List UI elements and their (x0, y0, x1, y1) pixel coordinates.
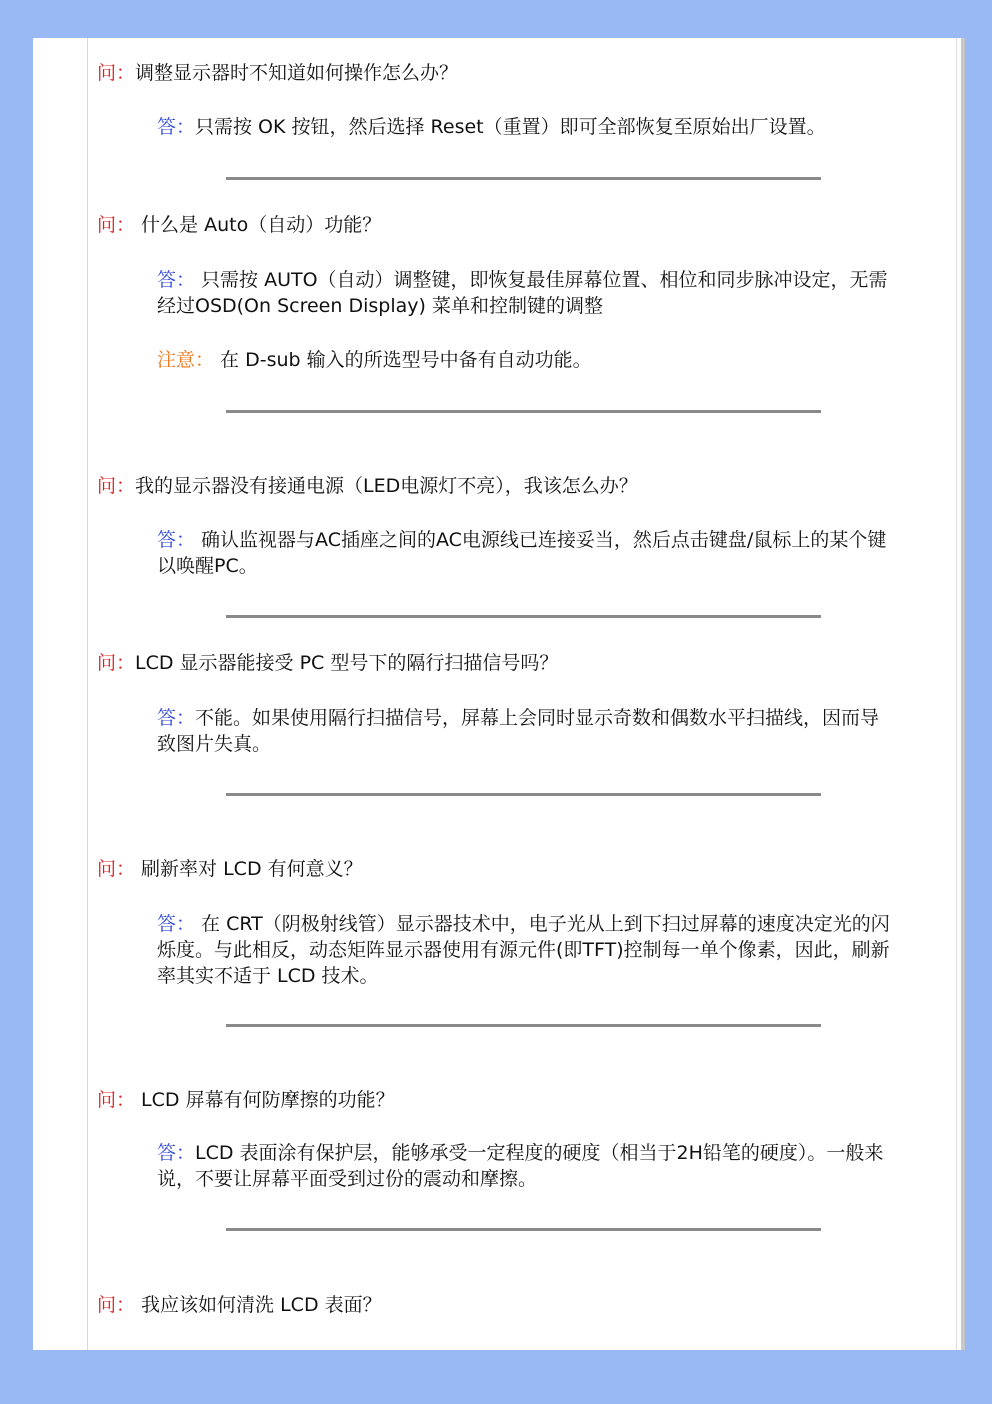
separator-line (226, 615, 821, 618)
faq-question-6 (97, 1087, 395, 1113)
faq-question-4 (97, 650, 558, 676)
answer-text: 只需按 OK 按钮，然后选择 Reset（重置）即可全部恢复至原始出厂设置。 (195, 116, 826, 138)
answer-text: 不能。如果使用隔行扫描信号，屏幕上会同时显示奇数和偶数水平扫描线，因而导致图片失真。 (157, 707, 880, 755)
answer-label: 答： (157, 913, 196, 935)
separator-line (226, 410, 821, 413)
faq-question-1 (97, 60, 458, 86)
question-label: 问： (97, 62, 136, 84)
separator-line (226, 793, 821, 796)
note-label: 注意： (157, 349, 215, 371)
question-label: 问： (97, 214, 136, 236)
answer-label: 答： (157, 269, 196, 291)
faq-answer-4 (157, 705, 897, 757)
answer-label: 答： (157, 1142, 196, 1164)
answer-label: 答： (157, 707, 196, 729)
question-label: 问： (97, 858, 136, 880)
question-text: 我应该如何清洗 LCD 表面？ (135, 1294, 382, 1316)
question-label: 问： (97, 1294, 136, 1316)
faq-answer-5 (157, 911, 897, 989)
question-text: 刷新率对 LCD 有何意义？ (135, 858, 363, 880)
question-label: 问： (97, 475, 136, 497)
faq-question-3 (97, 473, 638, 499)
answer-text: 确认监视器与AC插座之间的AC电源线已连接妥当，然后点击键盘/鼠标上的某个键以唤醒PC。 (157, 529, 887, 577)
question-text: 什么是 Auto（自动）功能？ (135, 214, 382, 236)
faq-question-5 (97, 856, 363, 882)
document-page (33, 38, 965, 1350)
question-text: 我的显示器没有接通电源（LED电源灯不亮），我该怎么办？ (135, 475, 638, 497)
separator-line (226, 1024, 821, 1027)
answer-text: 只需按 AUTO（自动）调整键，即恢复最佳屏幕位置、相位和同步脉冲设定，无需经过OSD(On Screen Display) 菜单和控制键的调整 (157, 269, 888, 317)
question-label: 问： (97, 652, 136, 674)
faq-answer-6 (157, 1140, 897, 1192)
faq-question-7 (97, 1292, 382, 1318)
faq-answer-1 (157, 114, 897, 140)
faq-question-2 (97, 212, 381, 238)
question-text: LCD 显示器能接受 PC 型号下的隔行扫描信号吗？ (135, 652, 559, 674)
separator-line (226, 177, 821, 180)
question-label: 问： (97, 1089, 136, 1111)
faq-answer-3 (157, 527, 897, 579)
answer-text: 在 CRT（阴极射线管）显示器技术中，电子光从上到下扫过屏幕的速度决定光的闪烁度。与此相反，动态矩阵显示器使用有源元件(即TFT)控制每一单个像素，因此，刷新率其实不适于 LCD 技术。 (157, 913, 890, 987)
question-text: LCD 屏幕有何防摩擦的功能？ (135, 1089, 395, 1111)
separator-line (226, 1228, 821, 1231)
answer-label: 答： (157, 116, 196, 138)
note-text: 在 D-sub 输入的所选型号中备有自动功能。 (214, 349, 592, 371)
answer-text: LCD 表面涂有保护层，能够承受一定程度的硬度（相当于2H铅笔的硬度）。一般来说，不要让屏幕平面受到过份的震动和摩擦。 (157, 1142, 884, 1190)
faq-answer-2 (157, 267, 897, 319)
answer-label: 答： (157, 529, 196, 551)
faq-note-2 (157, 347, 897, 373)
question-text: 调整显示器时不知道如何操作怎么办？ (135, 62, 459, 84)
